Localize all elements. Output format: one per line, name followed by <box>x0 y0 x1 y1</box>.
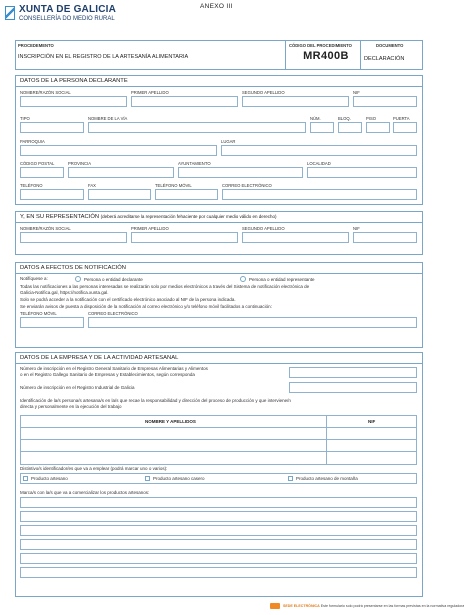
footer-text: Este formulario solo podrá presentarse en las formas previstas en la normativa reguladora <box>320 604 464 608</box>
mountain-product-label: Producto artesano de montaña <box>296 476 358 481</box>
procedure-title: INSCRIPCIÓN EN EL REGISTRO DE LA ARTESANÍA ALIMENTARIA <box>18 54 189 60</box>
street-type-label: TIPO <box>20 116 30 121</box>
rep-nif-field[interactable] <box>353 232 417 243</box>
xunta-logo-icon <box>5 6 15 20</box>
declarant-nif-label: NIF <box>353 90 360 95</box>
company-title: DATOS DE LA EMPRESA Y DE LA ACTIVIDAD ARTESANAL <box>20 355 179 361</box>
homemade-product-label: Producto artesano casero <box>153 476 205 481</box>
phone-field[interactable] <box>20 189 84 200</box>
col-nif-header: NIF <box>368 419 376 424</box>
notify-declarant-label: Persona o entidad declarante <box>84 277 143 282</box>
mountain-product-checkbox[interactable] <box>288 476 293 481</box>
rep-surname2-field[interactable] <box>242 232 349 243</box>
rep-surname1-label: PRIMER APELLIDO <box>131 226 169 231</box>
block-field[interactable] <box>338 122 362 133</box>
notify-representative-radio[interactable] <box>240 276 246 282</box>
distinctive-text: Distintivo/s identificador/es que va a emplear (podrá marcar uno o varios): <box>20 466 168 471</box>
mobile-label: TELÉFONO MÓVIL <box>155 183 192 188</box>
door-label: PUERTA <box>393 116 410 121</box>
rep-nif-label: NIF <box>353 226 360 231</box>
artisans-table <box>20 415 417 465</box>
brand-field-6[interactable] <box>20 567 417 578</box>
notification-paragraph-1a: Todas las notificaciones a las personas interesadas se realizarán solo por medios electrónicos a través del Sistema de notificación electrónica de <box>20 284 310 289</box>
brand-field-5[interactable] <box>20 553 417 564</box>
sede-electronica-icon <box>270 603 280 609</box>
notify-representative-label: Persona o entidad representante <box>249 277 315 282</box>
notify-mobile-label: TELÉFONO MÓVIL <box>20 311 57 316</box>
artisan-ident-text-a: Identificación de la/s persona/s artesana/s en la/s que recae la responsabilidad y dirección del proceso de producción y que interviene/n <box>20 398 291 403</box>
org-name: XUNTA DE GALICIA <box>19 4 117 15</box>
annex-label: ANEXO III <box>200 3 233 10</box>
declarant-surname2-label: SEGUNDO APELLIDO <box>242 90 285 95</box>
notify-email-label: CORREO ELECTRÓNICO <box>88 311 138 316</box>
street-number-label: NÚM. <box>310 116 321 121</box>
declarant-nif-field[interactable] <box>353 96 417 107</box>
place-label: LUGAR <box>221 139 236 144</box>
parish-field[interactable] <box>20 145 217 156</box>
homemade-product-checkbox[interactable] <box>145 476 150 481</box>
declarant-surname1-label: PRIMER APELLIDO <box>131 90 169 95</box>
place-field[interactable] <box>221 145 417 156</box>
table-row[interactable] <box>21 428 416 440</box>
notification-paragraph-2: Solo se podrá acceder a la notificación con el certificado electrónico asociado al NIF de la persona indicada. <box>20 297 236 302</box>
sanitary-registry-field[interactable] <box>289 367 417 378</box>
rep-name-label: NOMBRE/RAZÓN SOCIAL <box>20 226 71 231</box>
brand-field-1[interactable] <box>20 497 417 508</box>
fax-label: FAX <box>88 183 96 188</box>
notify-email-field[interactable] <box>88 317 417 328</box>
footer-note <box>283 604 464 608</box>
parish-label: PARROQUIA <box>20 139 45 144</box>
notify-declarant-radio[interactable] <box>75 276 81 282</box>
postal-code-field[interactable] <box>20 167 64 178</box>
declarant-title: DATOS DE LA PERSONA DECLARANTE <box>20 78 128 84</box>
council-field[interactable] <box>178 167 303 178</box>
representative-title <box>20 214 277 220</box>
street-number-field[interactable] <box>310 122 334 133</box>
brand-field-2[interactable] <box>20 511 417 522</box>
department-name: CONSELLERÍA DO MEDIO RURAL <box>19 16 115 22</box>
procedure-label: PROCEDEMENTO <box>18 43 54 48</box>
street-type-field[interactable] <box>20 122 84 133</box>
footer-brand: SEDE ELECTRÓNICA <box>283 604 320 608</box>
block-label: BLOQ. <box>338 116 351 121</box>
artisan-product-checkbox[interactable] <box>23 476 28 481</box>
industrial-registry-text: Número de inscripción en el Registro Industrial de Galicia <box>20 385 135 390</box>
document-type: DECLARACIÓN <box>364 56 405 62</box>
notification-paragraph-3: Se enviarán avisos de puesta a disposición de la notificación al correo electrónico y/o teléfono móvil facilitados a continuación: <box>20 304 272 309</box>
artisan-ident-text-b: directa y personalmente en la ejecución del trabajo <box>20 404 122 409</box>
document-label: DOCUMENTO <box>376 43 404 48</box>
email-field[interactable] <box>222 189 417 200</box>
table-row[interactable] <box>21 440 416 452</box>
brand-field-4[interactable] <box>20 539 417 550</box>
fax-field[interactable] <box>88 189 151 200</box>
declarant-name-field[interactable] <box>20 96 127 107</box>
brands-text: Marca/s con la/s que va a comercializar los productos artesanos: <box>20 490 150 495</box>
representative-note: (deberá acreditarse la representación fehaciente por cualquier medio válido en derecho) <box>100 214 277 219</box>
locality-label: LOCALIDAD <box>307 161 331 166</box>
email-label: CORREO ELECTRÓNICO <box>222 183 272 188</box>
rep-surname1-field[interactable] <box>131 232 238 243</box>
artisans-table-header <box>21 416 416 428</box>
floor-label: PISO <box>366 116 377 121</box>
street-name-label: NOMBRE DE LA VÍA <box>88 116 128 121</box>
declarant-surname2-field[interactable] <box>242 96 349 107</box>
rep-surname2-label: SEGUNDO APELLIDO <box>242 226 285 231</box>
brand-field-3[interactable] <box>20 525 417 536</box>
council-label: AYUNTAMIENTO <box>178 161 211 166</box>
sanitary-registry-text-b: o en el Registro Gallego Sanitario de Empresas y Establecimientos, según corresponda <box>20 372 195 377</box>
declarant-section <box>15 75 423 205</box>
declarant-surname1-field[interactable] <box>131 96 238 107</box>
artisan-product-label: Producto artesano <box>31 476 68 481</box>
declarant-name-label: NOMBRE/RAZÓN SOCIAL <box>20 90 71 95</box>
province-label: PROVINCIA <box>68 161 92 166</box>
door-field[interactable] <box>393 122 417 133</box>
representative-title-text: Y, EN SU REPRESENTACIÓN <box>20 214 100 220</box>
col-names-header: NOMBRE Y APELLIDOS <box>145 419 196 424</box>
street-name-field[interactable] <box>88 122 306 133</box>
phone-label: TELÉFONO <box>20 183 43 188</box>
floor-field[interactable] <box>366 122 390 133</box>
table-row[interactable] <box>21 452 416 464</box>
mobile-field[interactable] <box>155 189 218 200</box>
rep-name-field[interactable] <box>20 232 127 243</box>
procedure-code: MR400B <box>303 50 349 62</box>
notify-to-label: Notifíquese a: <box>20 276 48 281</box>
notify-mobile-field[interactable] <box>20 317 84 328</box>
notification-title: DATOS A EFECTOS DE NOTIFICACIÓN <box>20 265 126 271</box>
province-field[interactable] <box>68 167 174 178</box>
postal-code-label: CÓDIGO POSTAL <box>20 161 55 166</box>
sanitary-registry-text-a: Número de inscripción en el Registro General Sanitario de Empresas Alimentarias y Alimentos <box>20 366 208 371</box>
procedure-code-label: CÓDIGO DEL PROCEDIMIENTO <box>289 43 352 48</box>
industrial-registry-field[interactable] <box>289 382 417 393</box>
locality-field[interactable] <box>307 167 417 178</box>
notification-paragraph-1b: Galicia-Notifica.gal, https://notifica.xunta.gal. <box>20 290 109 295</box>
